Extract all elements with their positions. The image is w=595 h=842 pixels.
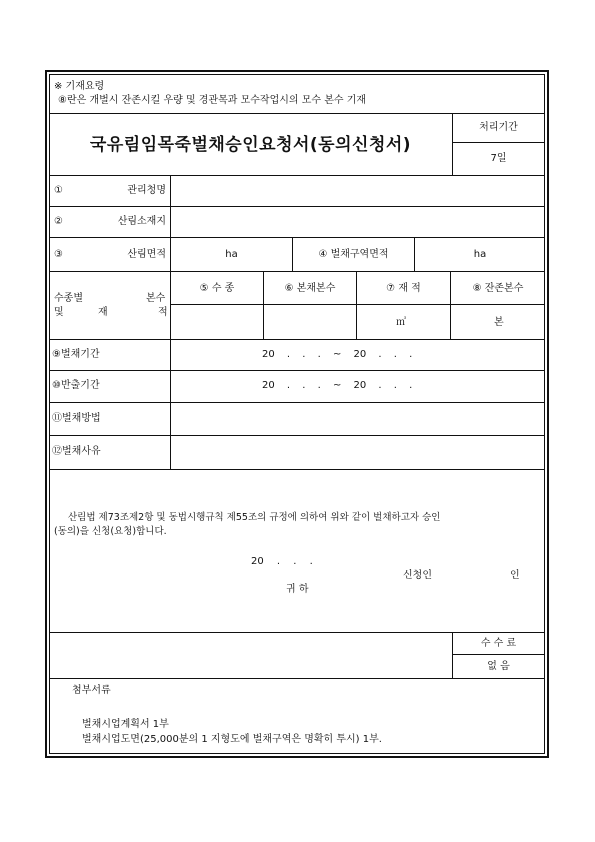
divider-row2 xyxy=(49,237,545,238)
statement-line1: 산림법 제73조제2항 및 동법시행규칙 제55조의 규정에 의하여 위와 같이 벌채하고자 승인 xyxy=(68,512,441,523)
species-label-e: 적 xyxy=(158,307,168,318)
processing-period-label: 처리기간 xyxy=(479,122,518,133)
divider-statement xyxy=(49,632,545,633)
processing-period-value: 7일 xyxy=(490,153,507,164)
fee-label: 수 수 료 xyxy=(480,638,517,649)
divider-processing xyxy=(452,142,545,143)
attachment-item-1: 벌채시업계획서 1부 xyxy=(82,719,169,730)
divider-row8 xyxy=(49,469,545,470)
vline-species-3 xyxy=(450,271,451,339)
divider-species-header xyxy=(170,304,545,305)
col-volume-header: ⑦ 재 적 xyxy=(386,283,421,294)
cut-area-label: ④ 벌채구역면적 xyxy=(318,249,389,260)
cut-area-unit: ha xyxy=(473,249,487,260)
species-label-a: 수종별 xyxy=(54,293,83,304)
vline-species-1 xyxy=(263,271,264,339)
attachment-item-2: 벌채시업도면(25,000분의 1 지형도에 벌채구역은 명확히 투시) 1부. xyxy=(82,734,382,745)
col-cut-count-header: ⑥ 본채본수 xyxy=(284,283,336,294)
cut-method-label: ⑪벌채방법 xyxy=(52,413,101,424)
haul-period-label: ⑩반출기간 xyxy=(52,380,100,391)
species-label-c: 및 xyxy=(54,307,64,318)
volume-unit: ㎥ xyxy=(396,317,406,328)
cut-reason-label: ⑫벌채사유 xyxy=(52,446,101,457)
location-label: 산림소재지 xyxy=(117,216,166,227)
cut-period-value: 20 . . . ~ 20 . . . xyxy=(262,349,413,360)
divider-fee-bottom xyxy=(49,678,545,679)
col-species-header: ⑤ 수 종 xyxy=(199,283,235,294)
haul-period-value: 20 . . . ~ 20 . . . xyxy=(262,380,413,391)
application-date: 20 . . . xyxy=(251,556,313,567)
seal-mark: 인 xyxy=(510,570,520,581)
notes-heading: ※ 기재요령 xyxy=(54,81,105,92)
remain-unit: 본 xyxy=(494,317,504,328)
fee-value: 없 음 xyxy=(487,661,510,672)
agency-label: 관리청명 xyxy=(127,185,166,196)
cut-period-label: ⑨벌채기간 xyxy=(52,349,100,360)
vline-species-2 xyxy=(356,271,357,339)
divider-row5 xyxy=(49,370,545,371)
divider-row3 xyxy=(49,271,545,272)
species-label-d: 재 xyxy=(98,307,108,318)
notes-line: ⑧란은 개벌시 잔존시킬 우량 및 경관목과 모수작업시의 모수 본수 기재 xyxy=(58,95,367,106)
divider-row4 xyxy=(49,339,545,340)
location-field[interactable] xyxy=(171,207,544,236)
addressee: 귀 하 xyxy=(286,584,309,595)
divider-notes xyxy=(49,113,545,114)
cut-method-field[interactable] xyxy=(171,403,544,434)
area-label: 산림면적 xyxy=(127,249,166,260)
area-unit: ha xyxy=(225,249,238,260)
agency-number: ① xyxy=(54,185,63,196)
applicant-label: 신청인 xyxy=(403,570,432,581)
statement-line2: (동의)을 신청(요청)합니다. xyxy=(54,526,167,537)
agency-field[interactable] xyxy=(171,176,544,205)
location-number: ② xyxy=(54,216,63,227)
attachments-heading: 첨부서류 xyxy=(72,685,111,696)
area-number: ③ xyxy=(54,249,63,260)
divider-fee xyxy=(452,654,545,655)
species-label-b: 본수 xyxy=(146,293,166,304)
form-title: 국유림임목죽벌채승인요청서(동의신청서) xyxy=(89,135,412,155)
col-remain-header: ⑧ 잔존본수 xyxy=(472,283,524,294)
cut-reason-field[interactable] xyxy=(171,436,544,468)
